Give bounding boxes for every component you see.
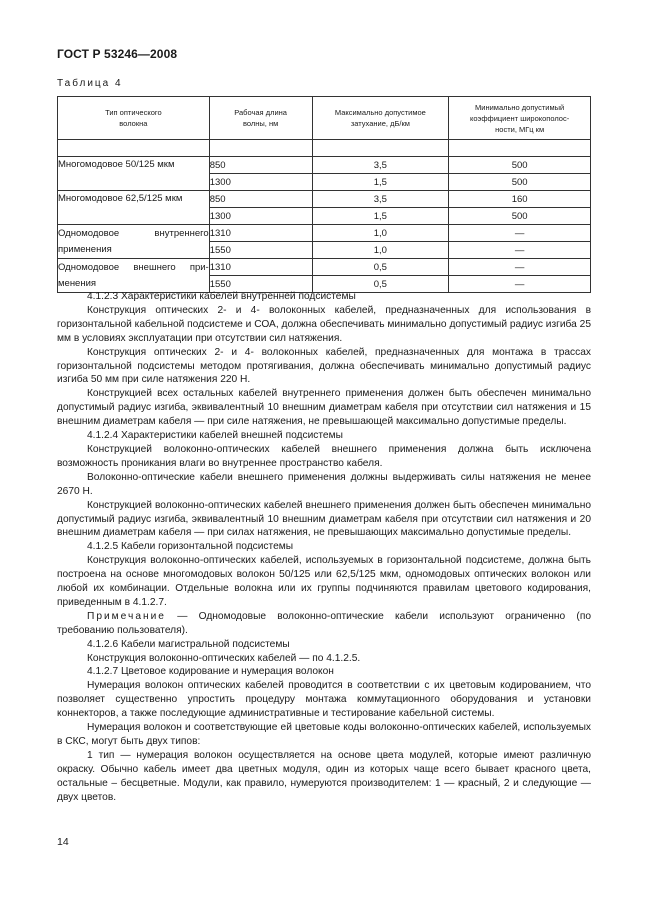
attenuation-cell: 0,5 xyxy=(312,259,449,276)
fiber-type-cell: Одномодовое внешнего при- xyxy=(58,259,210,276)
header-fiber-type: Тип оптического волокна xyxy=(58,97,210,140)
header-bandwidth: Минимально допустимый коэффициент широкополос- ности, МГц км xyxy=(449,97,591,140)
fiber-type-cell: менения xyxy=(58,276,210,293)
page-number: 14 xyxy=(57,836,69,848)
paragraph: Волоконно-оптические кабели внешнего применения должны выдерживать силы натяжения не менее 2670 Н. xyxy=(57,471,591,497)
wavelength-cell: 1300 xyxy=(209,208,312,225)
wavelength-cell: 850 xyxy=(209,157,312,174)
paragraph: Нумерация волокон оптических кабелей проводится в соответствии с их цветовым кодированием, что позволяет существенно упростить процедуру монтажа коммутационного оборудования и установки коннекторов, а также последующие административные и тестирование кабельной системы. xyxy=(57,680,591,720)
paragraph: 1 тип — нумерация волокон осуществляется на основе цвета модулей, которые имеют различную окраску. Обычно кабель имеет два цветных модуля, один из которых чаще всего бывает красного цвета, остальные – бесцветные. Модули, как правило, нумеруются производителем: 1 — красный, 2 и следующие — двух цветов. xyxy=(57,749,591,803)
document-code: ГОСТ Р 53246—2008 xyxy=(57,47,178,61)
table-row xyxy=(58,225,591,242)
table-row xyxy=(58,157,591,174)
attenuation-cell: 0,5 xyxy=(312,276,449,293)
header-wavelength: Рабочая длина волны, нм xyxy=(209,97,312,140)
attenuation-cell: 1,5 xyxy=(312,174,449,191)
paragraph: Конструкцией волоконно-оптических кабелей внешнего применения должен быть обеспечен минимально допустимый радиус изгиба, эквивалентный 10 внешним диаметрам кабеля при отсутствии сил натяжения и 20 внешним диаметрам кабеля — при силах натяжения, не превышающих максимально допустимые пределы. xyxy=(57,499,591,539)
paragraph: Конструкцией всех остальных кабелей внутреннего применения должен быть обеспечен минимально допустимый радиус изгиба, эквивалентный 10 внешним диаметрам кабеля при отсутствии сил натяжения и 15 внешним диаметрам кабеля — при силе натяжения, не превышающей максимально допустимые пределы. xyxy=(57,388,591,428)
paragraph: Конструкция оптических 2- и 4- волоконных кабелей, предназначенных для монтажа в трассах горизонтальной подсистемы методом протягивания, должна обеспечивать минимально допустимый радиус изгиба 50 мм при силе натяжения 220 Н. xyxy=(57,346,591,386)
section-title-4123: 4.1.2.3 Характеристики кабелей внутренней подсистемы xyxy=(87,291,356,302)
paragraph: Конструкция оптических 2- и 4- волоконных кабелей, предназначенных для использования в горизонтальной кабельной подсистеме и СОА, должна обеспечивать минимально допустимый радиус изгиба 25 мм в условиях эксплуатации при отсутствии сил натяжения. xyxy=(57,304,591,344)
paragraph: Конструкция волоконно-оптических кабелей, используемых в горизонтальной подсистеме, должна быть построена на основе многомодовых волокон 50/125 или 62,5/125 мкм, одномодовых оптических волокон или любой их комбинации. Отдельные волокна или их группы подчиняются правилам цветового кодирования, приведенным в 4.1.2.7. xyxy=(57,555,591,608)
bandwidth-cell: 500 xyxy=(449,174,591,191)
table-spacer-row xyxy=(58,140,591,157)
bandwidth-cell: — xyxy=(449,225,591,242)
bandwidth-cell: 160 xyxy=(449,191,591,208)
table-row xyxy=(58,191,591,208)
fiber-type-cell: Многомодовое 50/125 мкм xyxy=(58,157,210,191)
bandwidth-cell: — xyxy=(449,259,591,276)
table-caption: Таблица 4 xyxy=(57,78,123,89)
section-title-4124: 4.1.2.4 Характеристики кабелей внешней подсистемы xyxy=(87,430,343,442)
body-text xyxy=(57,290,591,805)
wavelength-cell: 1550 xyxy=(209,276,312,293)
paragraph: Конструкцией волоконно-оптических кабелей внешнего применения должна быть исключена возможность проникания влаги во внутреннее пространство кабеля. xyxy=(57,443,591,469)
bandwidth-cell: 500 xyxy=(449,208,591,225)
header-attenuation: Максимально допустимое затухание, дБ/км xyxy=(312,97,449,140)
fiber-type-cell: Многомодовое 62,5/125 мкм xyxy=(58,191,210,225)
paragraph: Нумерация волокон и соответствующие ей цветовые коды волоконно-оптических кабелей, используемых в СКС, могут быть двух типов: xyxy=(57,722,591,747)
wavelength-cell: 1310 xyxy=(209,259,312,276)
fiber-type-cell: Одномодовое внутреннего xyxy=(58,225,210,242)
note-label: Примечание xyxy=(87,610,166,622)
note xyxy=(57,610,591,638)
table-header-row xyxy=(58,97,591,140)
attenuation-cell: 1,5 xyxy=(312,208,449,225)
wavelength-cell: 1310 xyxy=(209,225,312,242)
wavelength-cell: 850 xyxy=(209,191,312,208)
wavelength-cell: 1550 xyxy=(209,242,312,259)
table-row xyxy=(58,242,591,259)
paragraph: Конструкция волоконно-оптических кабелей — по 4.1.2.5. xyxy=(87,652,361,664)
attenuation-cell: 1,0 xyxy=(312,225,449,242)
attenuation-cell: 3,5 xyxy=(312,191,449,208)
bandwidth-cell: — xyxy=(449,276,591,293)
bandwidth-cell: — xyxy=(449,242,591,259)
bandwidth-cell: 500 xyxy=(449,157,591,174)
section-title-4127: 4.1.2.7 Цветовое кодирование и нумерация волокон xyxy=(87,666,334,678)
fiber-type-cell: применения xyxy=(58,242,210,259)
section-title-4126: 4.1.2.6 Кабели магистральной подсистемы xyxy=(87,638,290,650)
note-text: — Одномодовые волоконно-оптические кабели используют ограниченно (по требованию пользователя). xyxy=(57,610,591,636)
attenuation-cell: 3,5 xyxy=(312,157,449,174)
attenuation-cell: 1,0 xyxy=(312,242,449,259)
wavelength-cell: 1300 xyxy=(209,174,312,191)
section-title-4125: 4.1.2.5 Кабели горизонтальной подсистемы xyxy=(87,541,294,553)
table-row xyxy=(58,259,591,276)
fiber-specs-table xyxy=(57,96,591,293)
